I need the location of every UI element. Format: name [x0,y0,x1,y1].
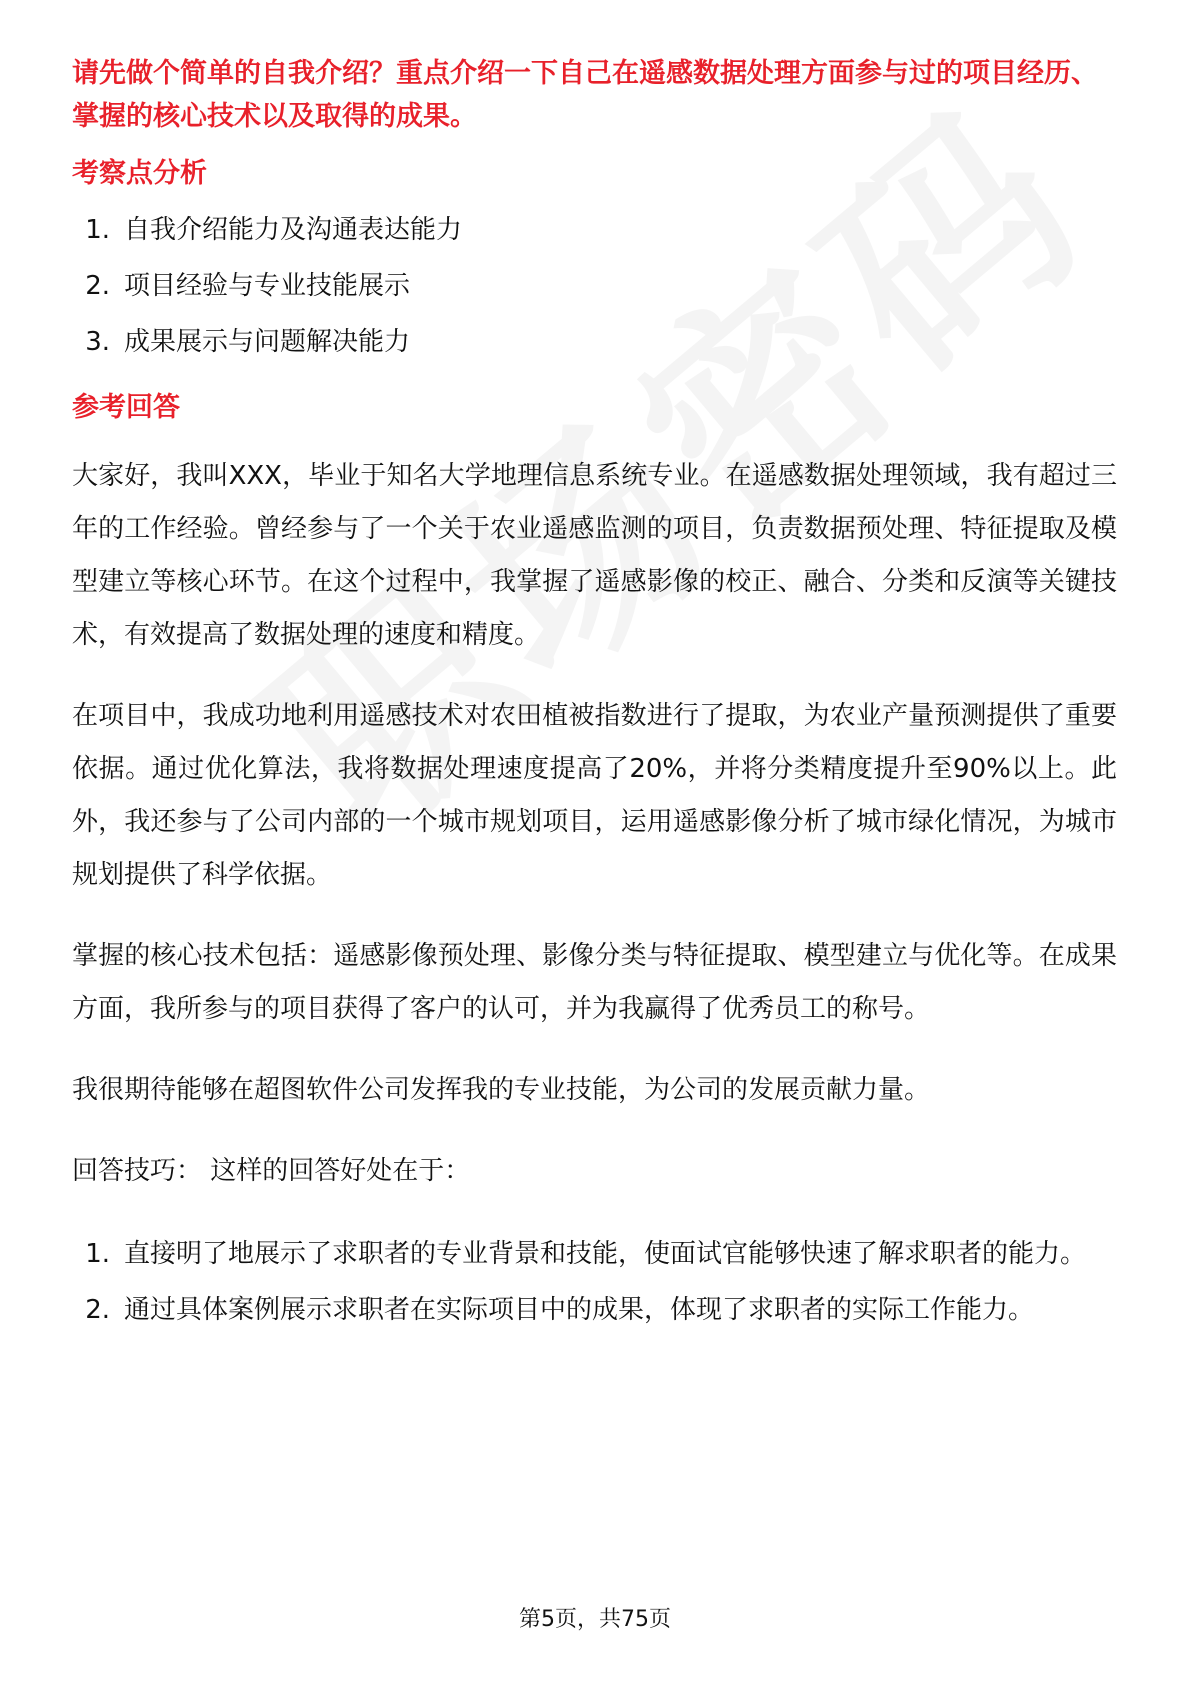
list-number: 1. [85,215,110,245]
question-title: 请先做个简单的自我介绍？重点介绍一下自己在遥感数据处理方面参与过的项目经历、掌握的核心技术以及取得的成果。 [72,58,1098,132]
list-item [72,202,1117,258]
list-item [72,1226,1117,1282]
analysis-list [72,202,1117,370]
list-text: 自我介绍能力及沟通表达能力 [124,215,463,245]
answer-paragraph: 我很期待能够在超图软件公司发挥我的专业技能，为公司的发展贡献力量。 [72,1075,931,1105]
answer-paragraph: 在项目中，我成功地利用遥感技术对农田植被指数进行了提取，为农业产量预测提供了重要依据。通过优化算法，我将数据处理速度提高了20%，并将分类精度提升至90%以上。此外，我还参与了公司内部的一个城市规划项目，运用遥感影像分析了城市绿化情况，为城市规划提供了科学依据。 [72,701,1117,890]
list-number: 1. [85,1239,110,1269]
list-text: 项目经验与专业技能展示 [124,271,411,301]
list-text: 成果展示与问题解决能力 [124,327,411,357]
list-number: 2. [85,1295,110,1325]
list-number: 3. [85,327,110,357]
page-footer: 第5页，共75页 [519,1607,671,1632]
answer-paragraph: 掌握的核心技术包括：遥感影像预处理、影像分类与特征提取、模型建立与优化等。在成果方面，我所参与的项目获得了客户的认可，并为我赢得了优秀员工的称号。 [72,941,1117,1024]
answer-paragraph: 大家好，我叫XXX，毕业于知名大学地理信息系统专业。在遥感数据处理领域，我有超过三年的工作经验。曾经参与了一个关于农业遥感监测的项目，负责数据预处理、特征提取及模型建立等核心环节。在这个过程中，我掌握了遥感影像的校正、融合、分类和反演等关键技术，有效提高了数据处理的速度和精度。 [72,461,1117,650]
list-item [72,1282,1117,1338]
answer-heading: 参考回答 [72,392,180,423]
analysis-heading: 考察点分析 [72,158,207,189]
tips-list [72,1226,1117,1338]
list-item [72,314,1117,370]
document-body [72,52,1117,1338]
list-text: 直接明了地展示了求职者的专业背景和技能，使面试官能够快速了解求职者的能力。 [124,1239,1087,1269]
list-number: 2. [85,271,110,301]
tips-intro: 回答技巧： 这样的回答好处在于： [72,1156,471,1186]
list-item [72,258,1117,314]
list-text: 通过具体案例展示求职者在实际项目中的成果，体现了求职者的实际工作能力。 [124,1295,1035,1325]
